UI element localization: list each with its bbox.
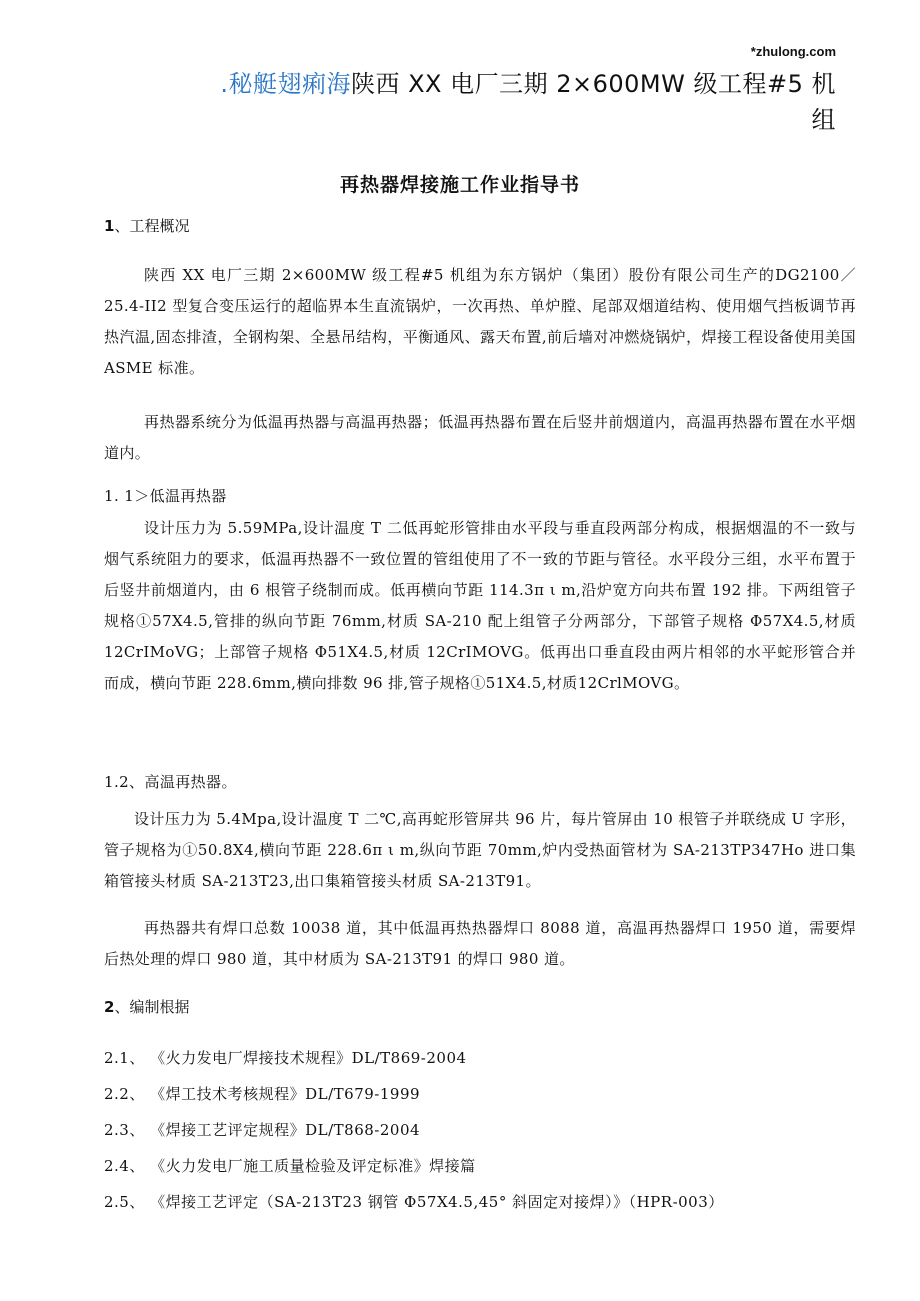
section-1-number: 1 (104, 217, 115, 235)
reference-item: 2.2、 《焊工技术考核规程》DL/T679-1999 (104, 1085, 421, 1103)
header-line-1 (196, 66, 836, 102)
watermark-logo: *zhulong.com (750, 44, 836, 59)
subsection-1-1-title: 1. 1＞低温再热器 (104, 487, 227, 505)
section-2-title: 、编制根据 (114, 998, 190, 1016)
reference-item: 2.1、 《火力发电厂焊接技术规程》DL/T869-2004 (104, 1049, 467, 1067)
section-1-paragraph-2: 再热器系统分为低温再热器与高温再热器；低温再热器布置在后竖井前烟道内，高温再热器布置在水平烟道内。 (104, 413, 856, 462)
reference-item: 2.3、 《焊接工艺评定规程》DL/T868-2004 (104, 1121, 421, 1139)
section-1-paragraph-3: 再热器共有焊口总数 10038 道，其中低温再热热器焊口 8088 道，高温再热器焊口 1950 道，需要焊后热处理的焊口 980 道，其中材质为 SA-213T91 的焊口 980 道。 (104, 919, 856, 968)
section-2-heading (104, 996, 189, 1017)
section-2-number: 2 (104, 998, 115, 1016)
header-prefix: .秘艇翅痢海 (220, 70, 351, 98)
reference-item: 2.4、 《火力发电厂施工质量检验及评定标准》焊接篇 (104, 1157, 476, 1175)
subsection-1-1-paragraph: 设计压力为 5.59MPa,设计温度 T 二低再蛇形管排由水平段与垂直段两部分构成，根据烟温的不一致与烟气系统阻力的要求，低温再热器不一致位置的管组使用了不一致的节距与管径。水平段分三组，水平布置于后竖井前烟道内，由 6 根管子绕制而成。低再横向节距 114.3π ι m,沿炉宽方向共布置 192 排。下两组管子规格①57X4.5,管排的纵向节距 76mm,材质 SA-210 配上组管子分两部分，下部管子规格 Φ57X4.5,材质 12CrIMoVG；上部管子规格 Φ51X4.5,材质 12CrIMOVG。低再出口垂直段由两片相邻的水平蛇形管合并而成，横向节距 228.6mm,横向排数 96 排,管子规格①51X4.5,材质12CrlMOVG。 (104, 519, 856, 692)
section-1-heading (104, 215, 189, 236)
section-1-paragraph-1: 陕西 XX 电厂三期 2×600MW 级工程#5 机组为东方锅炉（集团）股份有限公司生产的DG2100／25.4-II2 型复合变压运行的超临界本生直流锅炉，一次再热、单炉膛、尾部双烟道结构、使用烟气挡板调节再热汽温,固态排渣，全钢构架、全悬吊结构，平衡通风、露天布置,前后墙对冲燃烧锅炉，焊接工程设备使用美国 ASME 标准。 (104, 266, 856, 377)
reference-item: 2.5、 《焊接工艺评定（SA-213T23 钢管 Φ57X4.5,45° 斜固定对接焊）》（HPR-003） (104, 1193, 724, 1211)
document-title: 再热器焊接施工作业指导书 (339, 174, 580, 196)
header-line-2: 组 (811, 106, 836, 134)
subsection-1-2-title: 1.2、高温再热器。 (104, 773, 237, 791)
document-header (196, 66, 836, 138)
section-1-title: 、工程概况 (114, 217, 190, 235)
subsection-1-2-paragraph: 设计压力为 5.4Mpa,设计温度 T 二℃,高再蛇形管屏共 96 片，每片管屏由 10 根管子并联绕成 U 字形，管子规格为①50.8X4,横向节距 228.6π ι m,纵向节距 70mm,炉内受热面管材为 SA-213TP347Ho 进口集箱管接头材质 SA-213T23,出口集箱管接头材质 SA-213T91。 (104, 810, 856, 890)
header-title: 陕西 XX 电厂三期 2×600MW 级工程#5 机 (350, 70, 836, 98)
